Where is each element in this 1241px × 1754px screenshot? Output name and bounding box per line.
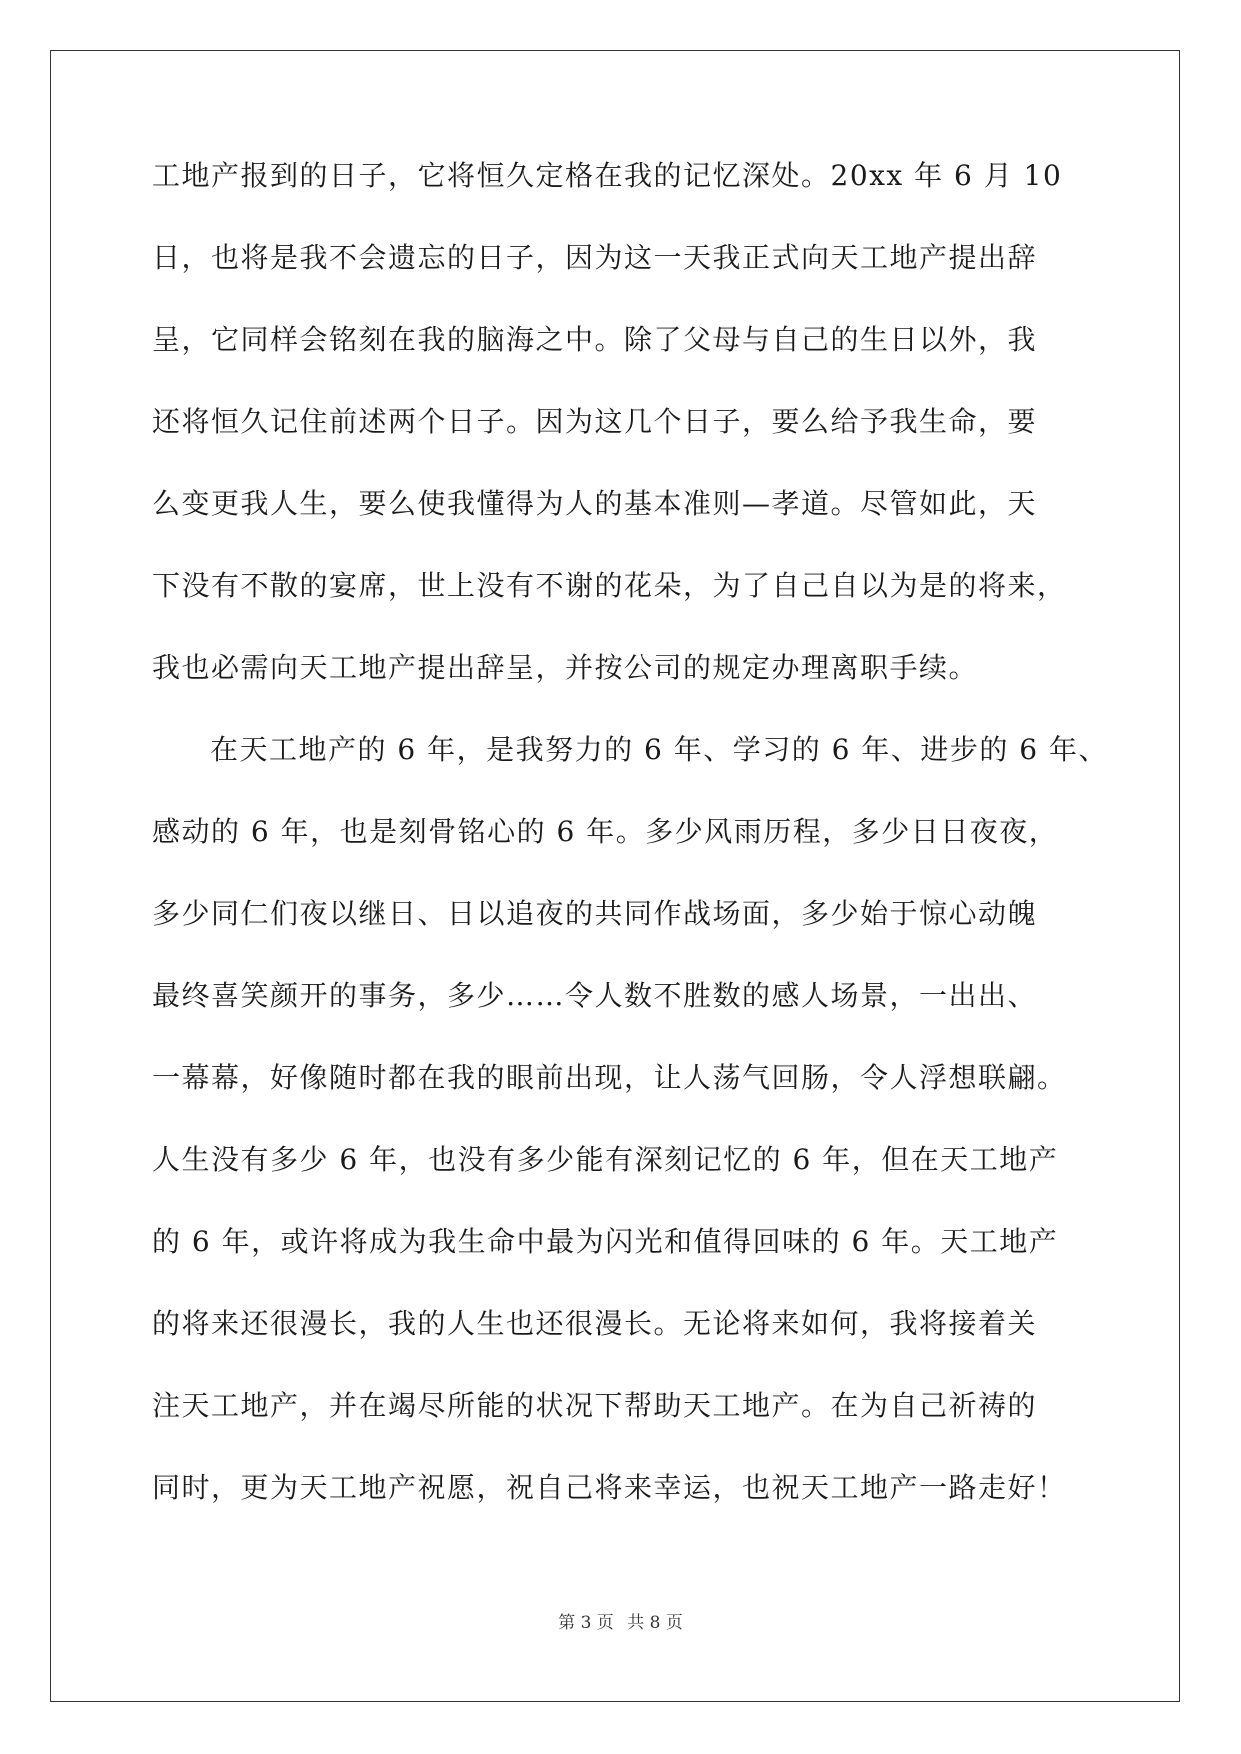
text-line: 人生没有多少 6 年，也没有多少能有深刻记忆的 6 年，但在天工地产 bbox=[152, 1143, 1059, 1176]
text-line: 一幕幕，好像随时都在我的眼前出现，让人荡气回肠，令人浮想联翩。 bbox=[152, 1061, 1067, 1094]
text-line: 注天工地产，并在竭尽所能的状况下帮助天工地产。在为自己祈祷的 bbox=[152, 1389, 1038, 1422]
page-number-total: 共 8 页 bbox=[627, 1613, 683, 1633]
text-line: 呈，它同样会铭刻在我的脑海之中。除了父母与自己的生日以外，我 bbox=[152, 323, 1038, 356]
text-line: 的将来还很漫长，我的人生也还很漫长。无论将来如何，我将接着关 bbox=[152, 1307, 1038, 1340]
document-body bbox=[152, 159, 1108, 1554]
text-line: 工地产报到的日子，它将恒久定格在我的记忆深处。20xx 年 6 月 10 bbox=[152, 159, 1063, 192]
text-line: 多少同仁们夜以继日、日以追夜的共同作战场面，多少始于惊心动魄 bbox=[152, 897, 1038, 930]
text-line: 感动的 6 年，也是刻骨铭心的 6 年。多少风雨历程，多少日日夜夜， bbox=[152, 815, 1059, 848]
text-line: 最终喜笑颜开的事务，多少……令人数不胜数的感人场景，一出出、 bbox=[152, 979, 1038, 1012]
page-number-current: 第 3 页 bbox=[558, 1613, 614, 1633]
paragraph-start-line: 在天工地产的 6 年，是我努力的 6 年、学习的 6 年、进步的 6 年、 bbox=[210, 733, 1108, 766]
text-line: 同时，更为天工地产祝愿，祝自己将来幸运，也祝天工地产一路走好！ bbox=[152, 1471, 1067, 1504]
text-line: 下没有不散的宴席，世上没有不谢的花朵，为了自己自以为是的将来， bbox=[152, 569, 1067, 602]
page-footer bbox=[0, 1608, 1241, 1633]
text-line: 我也必需向天工地产提出辞呈，并按公司的规定办理离职手续。 bbox=[152, 651, 979, 684]
text-line: 的 6 年，或许将成为我生命中最为闪光和值得回味的 6 年。天工地产 bbox=[152, 1225, 1059, 1258]
text-line: 日，也将是我不会遗忘的日子，因为这一天我正式向天工地产提出辞 bbox=[152, 241, 1038, 274]
text-line: 还将恒久记住前述两个日子。因为这几个日子，要么给予我生命，要 bbox=[152, 405, 1038, 438]
text-line: 么变更我人生，要么使我懂得为人的基本准则—孝道。尽管如此，天 bbox=[152, 487, 1038, 520]
